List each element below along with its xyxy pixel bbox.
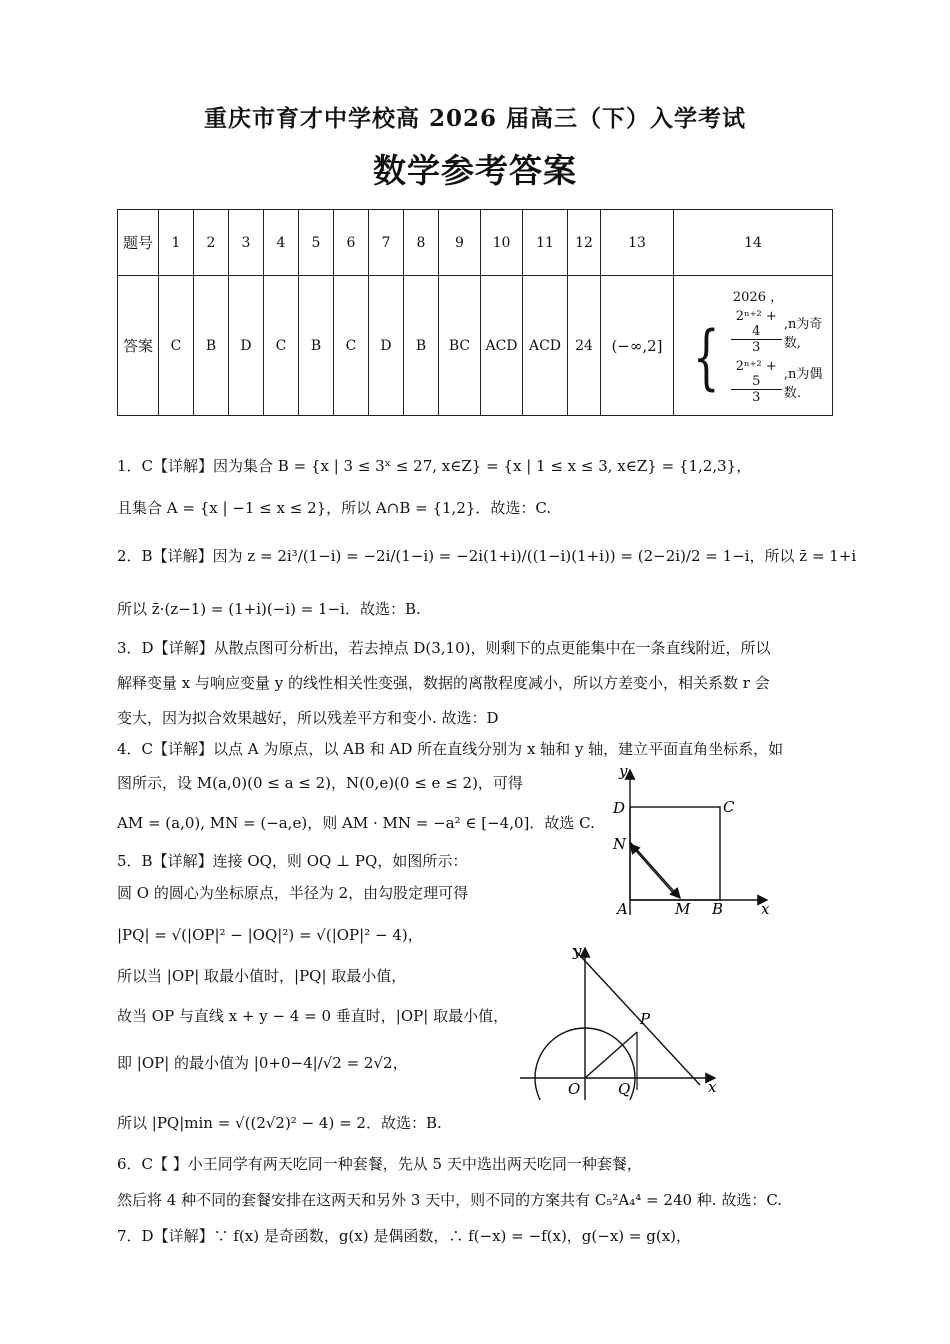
piecewise-answer [684, 309, 832, 405]
solution-7-line-1: 7．D【详解】∵ f(x) 是奇函数，g(x) 是偶函数，∴ f(−x) = −f(x)，g(−x) = g(x)， [117, 1227, 692, 1245]
answer-header-label: 答案 [122, 336, 153, 355]
solution-4-line-2: 图所示，设 M(a,0)(0 ≤ a ≤ 2)，N(0,e)(0 ≤ e ≤ 2)，可得 [117, 774, 523, 792]
question-number: 5 [299, 210, 334, 276]
answer-cell: 24 [568, 276, 601, 416]
even-condition: ,n为偶数. [783, 367, 823, 401]
fig4-label: x [761, 900, 770, 918]
solution-5-line-1: 5．B【详解】连接 OQ，则 OQ ⊥ PQ，如图所示： [117, 852, 468, 870]
fig5-label: x [708, 1078, 717, 1096]
solution-3-line-3: 变大，因为拟合效果越好，所以残差平方和变小. 故选：D [117, 709, 499, 727]
question-number: 12 [568, 210, 601, 276]
solution-4-line-1: 4．C【详解】以点 A 为原点，以 AB 和 AD 所在直线分别为 x 轴和 y 轴，建立平面直角坐标系，如 [117, 740, 784, 758]
figure-4-square-diagram [605, 760, 785, 920]
solution-1-line-1: 1．C【详解】因为集合 B = {x | 3 ≤ 3ˣ ≤ 27, x∈Z} = {x | 1 ≤ x ≤ 3, x∈Z} = {1,2,3}， [117, 457, 752, 475]
solution-5-line-6: 即 |OP| 的最小值为 |0+0−4|/√2 = 2√2， [117, 1054, 408, 1072]
solution-5-line-7: 所以 |PQ|min = √((2√2)² − 4) = 2．故选：B. [117, 1114, 442, 1132]
even-fraction [731, 359, 782, 405]
fig4-label: B [712, 900, 724, 918]
solution-6-line-2: 然后将 4 种不同的套餐安排在这两天和另外 3 天中，则不同的方案共有 C₅²A₄⁴ = 240 种. 故选：C. [117, 1191, 783, 1209]
solution-2-line-1: 2．B【详解】因为 z = 2i³/(1−i) = −2i/(1−i) = −2i(1+i)/((1−i)(1+i)) = (2−2i)/2 = 1−i，所以 z̄ = 1+i [117, 547, 857, 565]
fig4-label: y [619, 762, 628, 780]
odd-fraction [731, 309, 782, 355]
answer-table [117, 209, 833, 416]
solution-3-line-2: 解释变量 x 与响应变量 y 的线性相关性变强，数据的离散程度减小，所以方差变小，相关系数 r 会 [117, 674, 770, 692]
odd-numerator: 2ⁿ⁺² + 4 [731, 309, 782, 340]
question-number: 13 [601, 210, 674, 276]
fig4-label: C [723, 798, 735, 816]
question-number: 4 [264, 210, 299, 276]
solution-4-line-3: AM = (a,0), MN = (−a,e)，则 AM · MN = −a² ∈ [−4,0]．故选 C. [117, 814, 595, 832]
answer-cell: C [264, 276, 299, 416]
fig5-label: O [568, 1080, 581, 1098]
answer-cell: B [299, 276, 334, 416]
question-number: 10 [481, 210, 523, 276]
answer-header-cell [118, 276, 159, 416]
vector-nm [630, 842, 680, 898]
answer-row [118, 276, 833, 416]
vector-mn-arrowhead [630, 844, 675, 895]
piecewise-cases [731, 309, 832, 405]
solution-5-line-3: |PQ| = √(|OP|² − |OQ|²) = √(|OP|² − 4)， [117, 926, 423, 944]
document-title: 数学参考答案 [373, 151, 577, 190]
answer-cell: D [369, 276, 404, 416]
odd-case [731, 309, 832, 355]
question-number: 8 [404, 210, 439, 276]
question-number: 2 [194, 210, 229, 276]
even-denominator: 3 [752, 390, 761, 405]
answer-14-year: 2026 ， [732, 290, 784, 305]
answer-cell: (−∞,2] [601, 276, 674, 416]
fig4-label: D [613, 799, 626, 817]
odd-denominator: 3 [752, 340, 761, 355]
question-header-label: 题号 [122, 233, 153, 252]
question-number-row [118, 210, 833, 276]
solution-5-line-4: 所以当 |OP| 取最小值时，|PQ| 取最小值， [117, 967, 407, 985]
fig4-label: M [675, 900, 691, 918]
fig5-label: Q [618, 1080, 631, 1098]
solution-5-line-5: 故当 OP 与直线 x + y − 4 = 0 垂直时，|OP| 取最小值， [117, 1007, 509, 1025]
fig5-label: y [573, 942, 582, 960]
answer-cell: C [159, 276, 194, 416]
question-number: 7 [369, 210, 404, 276]
exam-title: 重庆市育才中学校高 2026 届高三（下）入学考试 [203, 105, 747, 132]
fig4-label: A [617, 900, 628, 918]
figure-5-circle-diagram [515, 940, 725, 1100]
question-number: 9 [439, 210, 481, 276]
answer-cell: D [229, 276, 264, 416]
fig4-label: N [613, 835, 627, 853]
answer-cell: B [194, 276, 229, 416]
answer-cell-14 [674, 276, 833, 416]
even-case [731, 359, 832, 405]
question-number: 6 [334, 210, 369, 276]
answer-cell: BC [439, 276, 481, 416]
answer-cell: ACD [481, 276, 523, 416]
left-brace: { [692, 316, 720, 398]
square-abcd [630, 807, 720, 900]
odd-condition: ,n为奇数, [783, 317, 823, 351]
question-number: 3 [229, 210, 264, 276]
answer-cell: ACD [523, 276, 568, 416]
solution-2-line-2: 所以 z̄·(z−1) = (1+i)(−i) = 1−i．故选：B. [117, 600, 421, 618]
question-header-cell [118, 210, 159, 276]
solution-3-line-1: 3．D【详解】从散点图可分析出，若去掉点 D(3,10)，则剩下的点更能集中在一条直线附近，所以 [117, 639, 771, 657]
solution-6-line-1: 6．C【 】小王同学有两天吃同一种套餐，先从 5 天中选出两天吃同一种套餐， [117, 1155, 642, 1173]
solution-5-line-2: 圆 O 的圆心为坐标原点，半径为 2，由勾股定理可得 [117, 884, 469, 902]
question-number: 11 [523, 210, 568, 276]
question-number: 14 [674, 210, 833, 276]
answer-cell: B [404, 276, 439, 416]
question-number: 1 [159, 210, 194, 276]
solution-1-line-2: 且集合 A = {x | −1 ≤ x ≤ 2}，所以 A∩B = {1,2}．故选：C. [117, 499, 552, 517]
answer-cell: C [334, 276, 369, 416]
fig5-label: P [640, 1010, 651, 1028]
even-numerator: 2ⁿ⁺² + 5 [731, 359, 782, 390]
